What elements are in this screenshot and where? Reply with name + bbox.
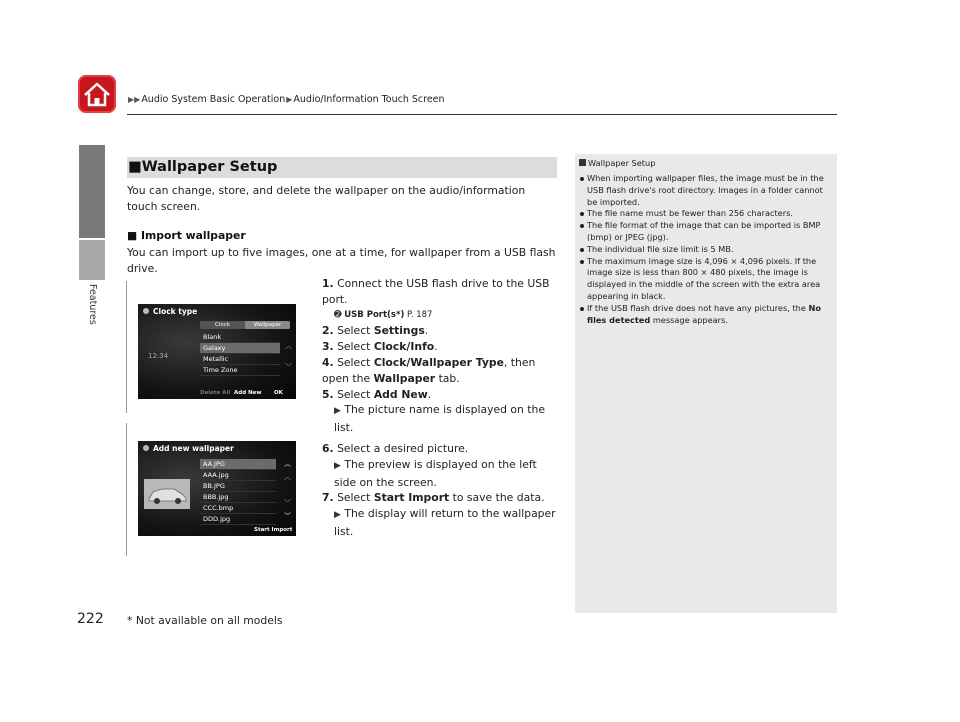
scroll-down-icon[interactable]: ﹀ bbox=[284, 499, 291, 507]
scroll-down-icon[interactable]: ﹀ bbox=[285, 363, 292, 371]
step-5-result: ▶ The picture name is displayed on the list. bbox=[334, 403, 545, 435]
step-1-reference[interactable]: ➋ USB Port(s*) P. 187 bbox=[334, 309, 433, 320]
steps-list bbox=[322, 276, 562, 540]
scroll-top-icon[interactable]: ︽ bbox=[284, 460, 291, 468]
list-item[interactable]: BB.JPG bbox=[200, 481, 276, 492]
note-title: Wallpaper Setup bbox=[579, 158, 655, 168]
ok-button[interactable]: OK bbox=[274, 390, 283, 396]
note-list bbox=[580, 173, 832, 326]
screen-add-wallpaper bbox=[138, 441, 296, 536]
note-marker-icon bbox=[579, 159, 586, 166]
home-icon[interactable] bbox=[78, 75, 116, 113]
screen-tabs bbox=[200, 321, 290, 329]
list-item[interactable]: Blank bbox=[200, 332, 280, 343]
list-item: The file name must be fewer than 256 characters. bbox=[580, 208, 832, 220]
chapter-label: Features bbox=[87, 284, 98, 325]
reference-arrow-icon: ➋ bbox=[334, 309, 342, 320]
breadcrumb-link-2[interactable]: Audio/Information Touch Screen bbox=[293, 94, 445, 105]
breadcrumb-link-1[interactable]: Audio System Basic Operation bbox=[141, 94, 286, 105]
car-preview-image bbox=[144, 479, 190, 509]
list-item: If the USB flash drive does not have any pictures, the No files detected message appears. bbox=[580, 303, 832, 327]
step-4: 4. Select Clock/Wallpaper Type, then open the Wallpaper tab. bbox=[322, 355, 536, 385]
list-item[interactable]: BBB.jpg bbox=[200, 492, 276, 503]
breadcrumb-arrow-icon: ▶▶ bbox=[128, 95, 141, 104]
header-divider bbox=[127, 114, 837, 115]
scroll-up-icon[interactable]: ︿ bbox=[284, 473, 291, 481]
list-item[interactable]: AAA.jpg bbox=[200, 470, 276, 481]
list-item[interactable]: CCC.bmp bbox=[200, 503, 276, 514]
step-6-result: ▶ The preview is displayed on the left side on the screen. bbox=[334, 457, 537, 489]
step-7-result: ▶ The display will return to the wallpaper list. bbox=[334, 507, 556, 538]
screen-clock-type bbox=[138, 304, 296, 399]
step-7: 7. Select Start Import to save the data. bbox=[322, 491, 545, 505]
step-5: 5. Select Add New. bbox=[322, 387, 432, 401]
step-2: 2. Select Settings. bbox=[322, 324, 429, 338]
breadcrumb-arrow-icon: ▶ bbox=[286, 95, 293, 104]
screen-title: Add new wallpaper bbox=[153, 444, 234, 453]
add-new-button[interactable]: Add New bbox=[234, 390, 262, 396]
screen-title: Clock type bbox=[153, 307, 198, 316]
list-item[interactable]: AA.JPG bbox=[200, 459, 276, 470]
wallpaper-list bbox=[200, 332, 280, 376]
list-item[interactable]: Metallic bbox=[200, 354, 280, 365]
list-item[interactable]: DDD.jpg bbox=[200, 514, 276, 525]
section-title: ■Wallpaper Setup bbox=[128, 159, 278, 175]
chapter-tab[interactable] bbox=[79, 145, 105, 238]
step-3: 3. Select Clock/Info. bbox=[322, 340, 438, 354]
result-arrow-icon: ▶ bbox=[334, 406, 341, 417]
start-import-button[interactable]: Start Import bbox=[254, 527, 293, 533]
footnote: * Not available on all models bbox=[127, 614, 283, 627]
list-item: The individual file size limit is 5 MB. bbox=[580, 244, 832, 256]
step-1: 1. Connect the USB flash drive to the USB port. bbox=[322, 277, 550, 306]
breadcrumb bbox=[127, 94, 445, 105]
list-item: When importing wallpaper files, the image must be in the USB flash drive's root directory. Images in a folder cannot be imported. bbox=[580, 173, 832, 208]
chapter-tab-secondary bbox=[79, 240, 105, 280]
screen-dot-icon bbox=[143, 445, 149, 451]
step-6: 6. Select a desired picture. bbox=[322, 441, 469, 455]
result-arrow-icon: ▶ bbox=[334, 510, 341, 521]
tab-wallpaper[interactable]: Wallpaper bbox=[245, 321, 290, 329]
list-item[interactable]: Time Zone bbox=[200, 365, 280, 376]
scroll-up-icon[interactable]: ︿ bbox=[285, 342, 292, 350]
tab-clock[interactable]: Clock bbox=[215, 322, 230, 328]
screen-dot-icon bbox=[143, 308, 149, 314]
list-item: The maximum image size is 4,096 × 4,096 pixels. If the image size is less than 800 × 480 pixels, the image is displayed in the middle of the screen with the extra area appearing in black. bbox=[580, 256, 832, 303]
list-item[interactable]: Galaxy bbox=[200, 343, 280, 354]
result-arrow-icon: ▶ bbox=[334, 460, 341, 471]
file-list bbox=[200, 459, 276, 525]
intro-paragraph: You can change, store, and delete the wallpaper on the audio/information touch screen. bbox=[127, 184, 526, 213]
clock-preview: 12:34 bbox=[148, 352, 169, 360]
subheading-paragraph: You can import up to five images, one at a time, for wallpaper from a USB flash drive. bbox=[127, 246, 556, 275]
page-number: 222 bbox=[77, 611, 104, 627]
subheading: ■ Import wallpaper bbox=[127, 229, 246, 242]
list-item: The file format of the image that can be imported is BMP (bmp) or JPEG (jpg). bbox=[580, 220, 832, 244]
delete-all-button[interactable]: Delete All bbox=[200, 390, 231, 396]
scroll-bottom-icon[interactable]: ︾ bbox=[284, 512, 291, 520]
